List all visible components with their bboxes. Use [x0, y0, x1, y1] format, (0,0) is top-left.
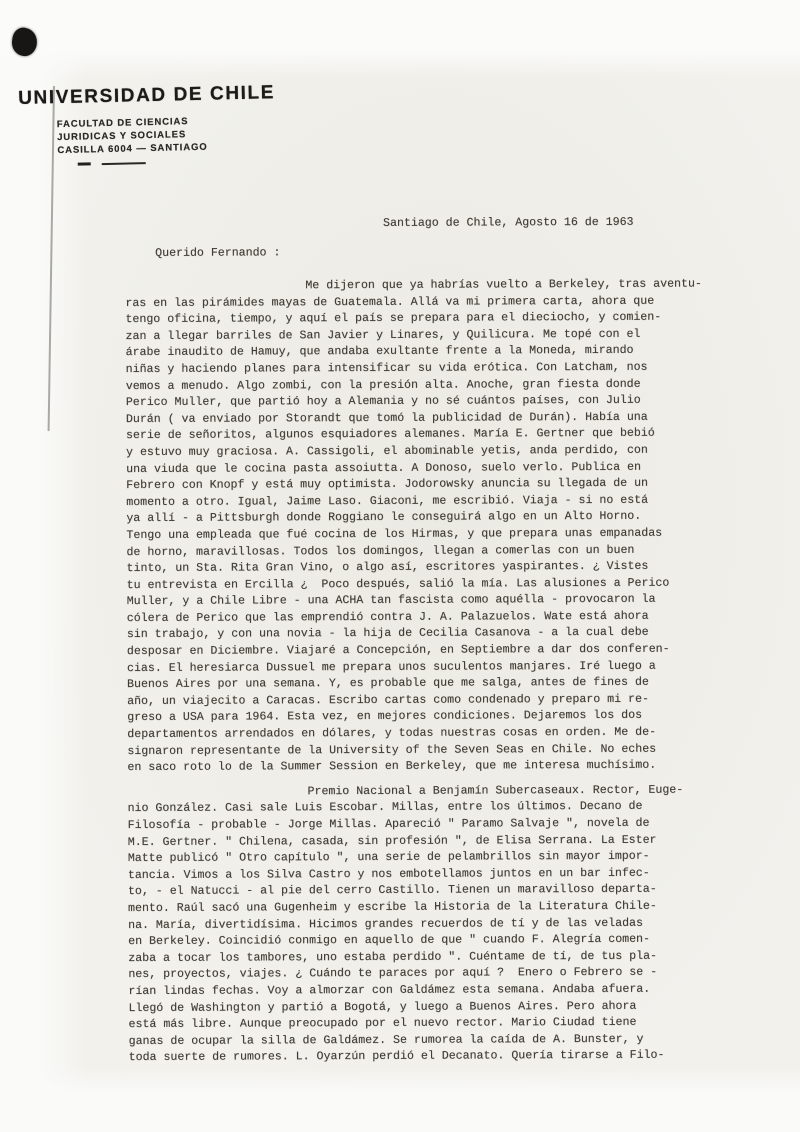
- letter-line: zaba a tocar los tambores, uno estaba perdido ". Cuéntame de tí, de tus pla-: [128, 949, 658, 965]
- letter-line: niñas y haciendo planes para intensificar su vida erótica. Con Latcham, nos: [125, 360, 648, 376]
- letterhead-university-name: UNIVERSIDAD DE CHILE: [18, 82, 276, 109]
- letter-line: ras en las pirámides mayas de Guatemala. Allá va mi primera carta, ahora que: [125, 294, 655, 310]
- letter-line: desposar en Diciembre. Viajaré a Concepción, en Septiembre a dar dos conferen-: [126, 642, 670, 659]
- letter-line: tu entrevista en Ercilla ¿ Poco después, salió la mía. Las alusiones a Perico: [126, 576, 670, 592]
- letter-line: tinto, un Sta. Rita Gran Vino, o algo así, escritores yaspirantes. ¿ Vistes: [126, 559, 649, 576]
- letter-body: [125, 214, 702, 1067]
- dateline: Santiago de Chile, Agosto 16 de 1963: [383, 215, 634, 230]
- letter-line: cias. El heresiarca Dussuel me prepara unos suculentos manjares. Iré luego a: [126, 659, 656, 675]
- letter-line: tancia. Vimos a los Silva Castro y nos embotellamos juntos en un bar infec-: [127, 866, 650, 882]
- letter-line: rían lindas fechas. Voy a almorzar con Galdámez esta semana. Andaba afuera.: [128, 982, 651, 998]
- letterhead-faculty-line1: FACULTAD DE CIENCIAS: [56, 116, 189, 131]
- letter-line: Premio Nacional a Benjamín Subercaseaux. Rector, Euge-: [307, 783, 684, 799]
- letter-line: to, - el Natucci - al pie del cerro Castillo. Tienen un maravilloso departa-: [127, 883, 657, 899]
- letter-line: momento a otro. Igual, Jaime Laso. Giaconi, me escribió. Viaja - si no está: [126, 493, 649, 509]
- salutation: Querido Fernando :: [155, 246, 281, 260]
- letter-paragraphs: [125, 277, 702, 1067]
- letter-line: Muller, y a Chile Libre - una ACHA tan fascista como aquélla - provocaron la: [126, 592, 656, 609]
- letter-line: Tengo una empleada que fué cocina de los Hirmas, y que prepara unas empanadas: [126, 526, 663, 542]
- letter-line: una viuda que le cocina pasta assoiutta. A Donoso, suelo verlo. Publica en: [126, 460, 641, 476]
- letter-line: Febrero con Knopf y está muy optimista. Jodorowsky anuncia su llegada de un: [126, 476, 649, 493]
- letter-line: y estuvo muy graciosa. A. Cassigoli, el abominable yetis, anda perdido, con: [126, 443, 648, 459]
- letter-line: está más libre. Aunque preocupado por el nuevo rector. Mario Ciudad tiene: [128, 1015, 637, 1032]
- letter-line: M.E. Gertner. " Chilena, casada, sin profesión ", de Elisa Serrana. La Ester: [127, 833, 657, 849]
- letter-line: Buenos Aires por una semana. Y, es probable que me salga, antes de fines de: [127, 675, 649, 692]
- letter-line: ya allí - a Pittsburgh donde Roggiano le conseguirá algo en un Alto Horno.: [126, 510, 642, 526]
- letterhead-divider: [58, 157, 277, 170]
- letter-line: Filosofía - probable - Jorge Millas. Apareció " Paramo Salvaje ", novela de: [127, 816, 650, 832]
- divider-rule: [102, 162, 146, 165]
- letter-line: Durán ( va enviado por Storandt que tomó la publicidad de Durán). Había una: [125, 410, 648, 426]
- letter-line: nio González. Casi sale Luis Escobar. Millas, entre los últimos. Decano de: [127, 800, 643, 816]
- letter-line: Perico Muller, que partió hoy a Alemania y no sé cuántos países, con Julio: [125, 393, 641, 410]
- letter-line: año, un viajecito a Caracas. Escribo cartas como condenado y preparo mi re-: [127, 692, 649, 708]
- letter-line: ganas de ocupar la silla de Galdámez. Se rumorea la caída de A. Bunster, y: [128, 1032, 644, 1048]
- divider-dash: [78, 162, 91, 165]
- letter-line: sin trabajo, y con una novia - la hija de Cecilia Casanova - a la cual debe: [126, 626, 649, 642]
- letter-line: departamentos arrendados en dólares, y todas nuestras cosas en orden. Me de-: [127, 725, 657, 742]
- letterhead: [18, 82, 277, 171]
- letter-line: en Berkeley. Coincidió conmigo en aquello de que " cuando F. Alegría comen-: [128, 932, 651, 949]
- letter-line: mento. Raúl sacó una Gugenheim y escribe la Historia de la Literatura Chile-: [127, 899, 657, 915]
- scan-artifact-blob: [10, 26, 39, 58]
- letter-line: vemos a menudo. Algo zombi, con la presión alta. Anoche, gran fiesta donde: [125, 377, 641, 393]
- letter-line: de horno, maravillosas. Todos los domingos, llegan a comerlas con un buen: [126, 543, 635, 559]
- letter-line: serie de señoritos, algunos esquiadores alemanes. María E. Gertner que bebió: [125, 427, 655, 443]
- letter-line: Me dijeron que ya habrías vuelto a Berkeley, tras aventu-: [305, 277, 702, 293]
- paragraph: [125, 277, 702, 777]
- letter-line: Llegó de Washington y partió a Bogotá, y luego a Buenos Aires. Pero ahora: [128, 999, 637, 1015]
- letter-line: toda suerte de rumores. L. Oyarzún perdió el Decanato. Quería tirarse a Filo-: [128, 1048, 665, 1065]
- letter-line: cólera de Perico que las emprendió contra J. A. Palazuelos. Wate está ahora: [126, 609, 649, 625]
- letter-line: greso a USA para 1964. Esta vez, en mejores condiciones. Dejaremos los dos: [127, 709, 643, 725]
- letterhead-faculty-line2: JURIDICAS Y SOCIALES: [57, 129, 187, 144]
- letter-line: na. María, divertidísima. Hicimos grandes recuerdos de tí y de las veladas: [128, 916, 643, 932]
- letter-line: en saco roto lo de la Summer Session en Berkeley, que me interesa muchísimo.: [127, 758, 657, 775]
- letter-line: nes, proyectos, viajes. ¿ Cuándo te paraces por aquí ? Enero o Febrero se -: [128, 966, 658, 982]
- letter-line: signaron representante de la University of the Seven Seas en Chile. No eches: [127, 742, 657, 758]
- letter-line: Matte publicó " Otro capítulo ", una serie de pelambrillos sin mayor impor-: [127, 849, 650, 866]
- letter-line: zan a llegar barriles de San Javier y Linares, y Quilicura. Me topé con el: [125, 327, 641, 343]
- letter-line: tengo oficina, tiempo, y aquí el país se prepara para el dieciocho, y comien-: [125, 310, 662, 327]
- paragraph: [127, 782, 684, 1066]
- letterhead-address: CASILLA 6004 — SANTIAGO: [57, 141, 208, 157]
- letter-line: árabe inaudito de Hamuy, que andaba exultante frente a la Moneda, mirando: [125, 344, 634, 360]
